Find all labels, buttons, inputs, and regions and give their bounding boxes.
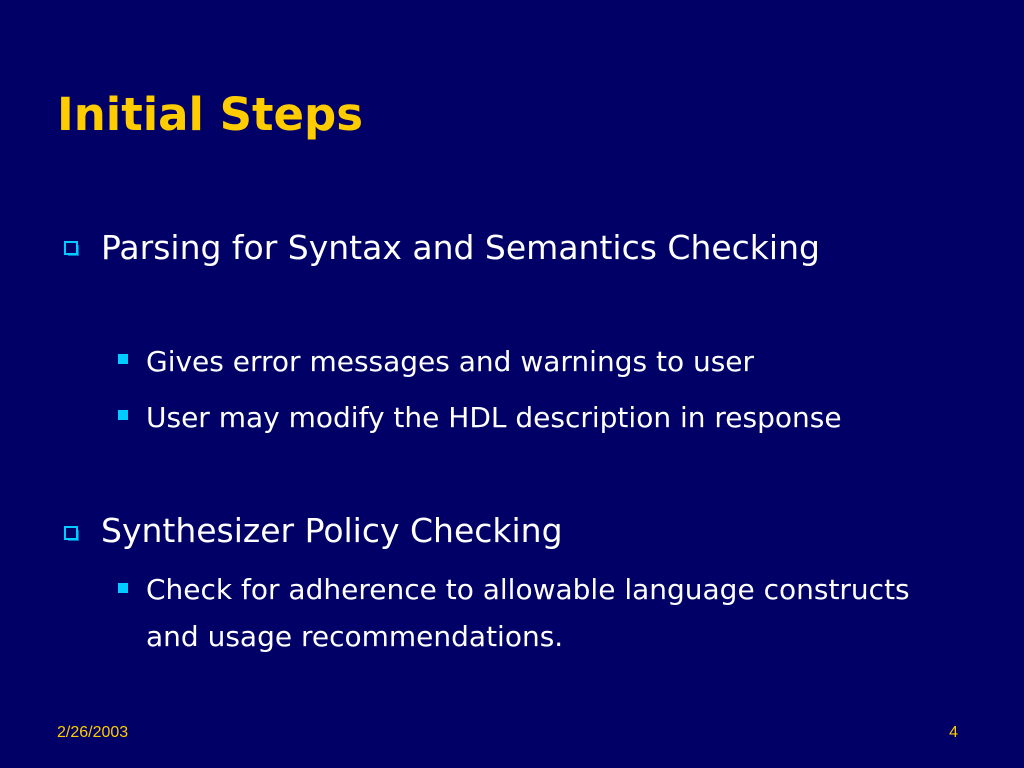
filled-square-icon [118,410,128,420]
filled-square-icon [118,354,128,364]
filled-square-icon [118,583,128,593]
hollow-square-icon [64,526,78,540]
bullet-item-parsing: Parsing for Syntax and Semantics Checking [101,228,820,267]
footer-date: 2/26/2003 [57,724,129,741]
page-number: 4 [949,724,958,741]
subbullet-item-error-messages: Gives error messages and warnings to user [146,345,755,378]
subbullet-item-user-modify: User may modify the HDL description in response [146,401,842,434]
bullet-item-policy-checking: Synthesizer Policy Checking [101,511,563,550]
hollow-square-icon [64,241,78,255]
subbullet-item-adherence: Check for adherence to allowable language constructs and usage recommendations. [146,573,910,653]
slide-title: Initial Steps [57,88,364,141]
